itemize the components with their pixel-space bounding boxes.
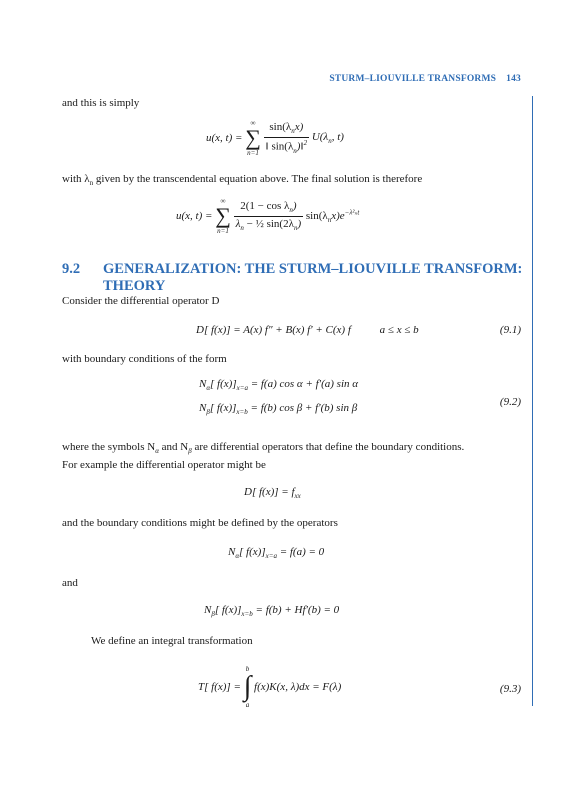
paragraph-symbols: where the symbols $N_\alpha$ and $N_\beta$ are differential operators that define the boundary conditions. For example the differential operator might be <box>62 441 465 472</box>
sigma-glyph: ∑ <box>215 203 231 228</box>
sum-upper-limit: ∞ <box>220 197 226 205</box>
paragraph-and: and <box>62 577 78 589</box>
sum-lower-limit: n=1 <box>217 227 229 235</box>
eq-final-lhs: u(x, t) = <box>176 210 213 222</box>
running-header <box>329 74 521 84</box>
equation-number-9-1: (9.1) <box>499 324 521 336</box>
eq-9-3-lhs: T[ f(x)] = <box>198 681 241 693</box>
eq-simple-fraction <box>264 121 309 154</box>
page-number: 143 <box>506 74 521 84</box>
sum-upper-limit: ∞ <box>250 119 256 127</box>
paragraph-boundary-example: and the boundary conditions might be defined by the operators <box>62 517 338 529</box>
eq-final-denominator: $\lambda_n$ − ½ $\sin(2\lambda_n)$ <box>235 217 302 232</box>
paragraph-boundary: with boundary conditions of the form <box>62 353 227 365</box>
eq-final-rhs: $\sin(\lambda_nx)e^{-\lambda^2_nt}$ <box>305 208 360 224</box>
eq-simple-lhs: u(x, t) = <box>206 132 243 144</box>
paragraph-integral-transform: We define an integral transformation <box>91 635 253 647</box>
paragraph-operator: Consider the differential operator D <box>62 295 220 307</box>
equation-simple <box>206 118 344 158</box>
equation-9-2-line-1: $N_\alpha$[ $f(x)]_{x=a} = f(a)$ cos α + f′(a) sin α <box>199 378 359 393</box>
integral-glyph: ∫ <box>243 671 252 702</box>
sigma-glyph: ∑ <box>245 125 261 150</box>
equation-number-9-2: (9.2) <box>499 396 521 408</box>
eq-final-numerator: $2(1 - \cos \lambda_n)$ <box>234 200 303 216</box>
section-number: 9.2 <box>62 261 81 277</box>
equation-9-3 <box>198 664 341 710</box>
margin-rule <box>532 96 533 706</box>
summation-symbol <box>215 196 231 236</box>
equation-example-operator: D[ $f(x)] = f_{xx}$ <box>244 486 301 501</box>
integral-symbol <box>244 664 252 710</box>
equation-9-1 <box>196 324 419 336</box>
equation-example-n-beta: $N_\beta$[ $f(x)]_{x=b} = f(b) + Hf'(b) = 0$ <box>204 604 340 619</box>
eq-9-3-rhs: f(x)K(x, λ)dx = F(λ) <box>254 681 342 693</box>
integral-upper-limit: b <box>245 665 250 673</box>
eq-simple-denominator: ‖ $\sin(\lambda_n)‖^2$ <box>265 138 308 155</box>
eq-final-fraction <box>234 200 303 231</box>
running-title: STURM–LIOUVILLE TRANSFORMS <box>329 74 497 84</box>
sum-lower-limit: n=1 <box>247 149 259 157</box>
eq-simple-rhs: $U(\lambda_n$, t) <box>311 130 344 146</box>
equation-9-2-line-2: $N_\beta$[ $f(x)]_{x=b} = f(b)$ cos β + f′(b) sin β <box>199 402 358 417</box>
paragraph-final-solution: with $\lambda_n$ given by the transcendental equation above. The final solution is therefore <box>62 173 423 188</box>
eq-9-1-range: a ≤ x ≤ b <box>379 324 419 336</box>
equation-final-solution <box>176 196 359 236</box>
equation-number-9-3: (9.3) <box>499 683 521 695</box>
section-title: GENERALIZATION: THE STURM–LIOUVILLE TRANSFORM: THEORY <box>103 261 523 294</box>
summation-symbol <box>245 118 261 158</box>
integral-lower-limit: a <box>245 701 250 709</box>
paragraph-intro: and this is simply <box>62 97 140 109</box>
eq-9-1-body: D[ f(x)] = A(x) f″ + B(x) f′ + C(x) f <box>196 324 351 336</box>
equation-example-n-alpha: $N_\alpha$[ $f(x)]_{x=a} = f(a) = 0$ <box>228 546 325 561</box>
eq-simple-numerator: $\sin(\lambda_nx)$ <box>264 121 309 137</box>
